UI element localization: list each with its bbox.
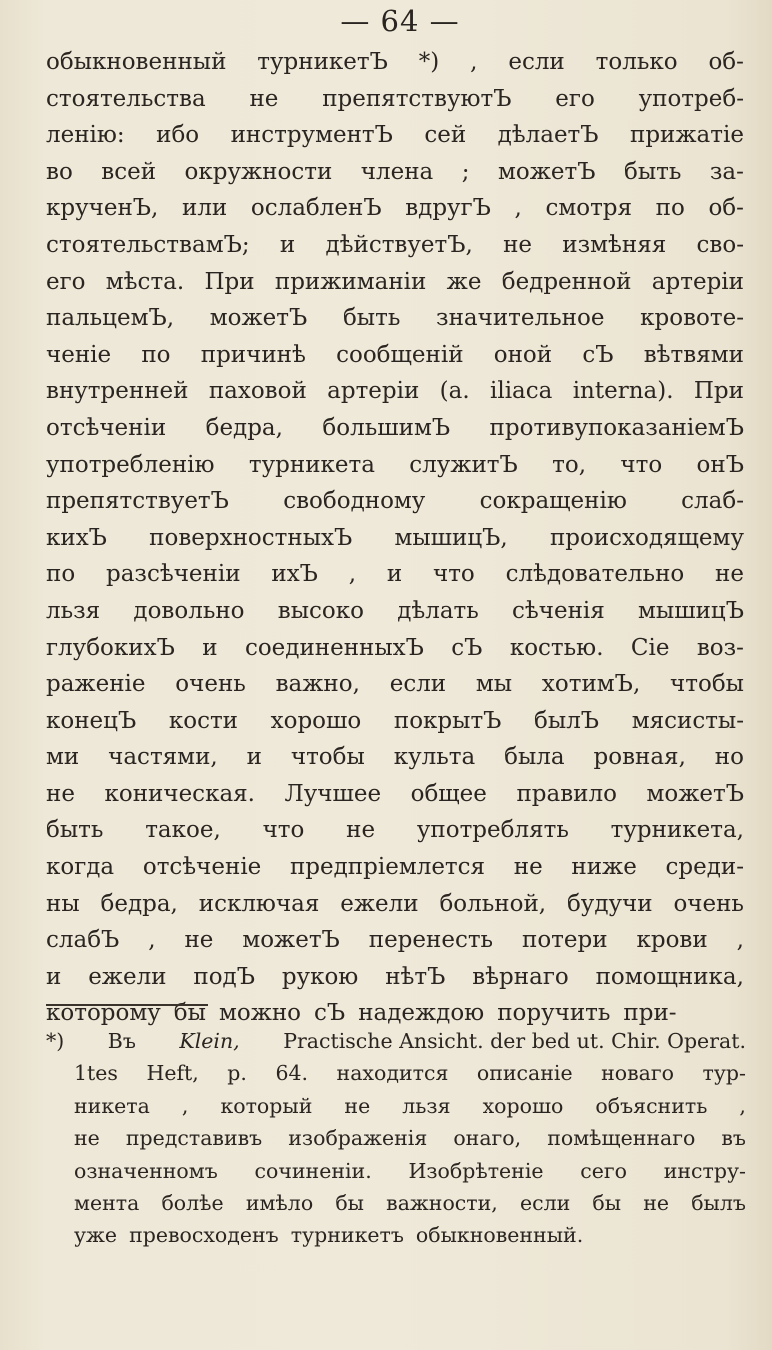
word: новаго bbox=[601, 1061, 674, 1086]
word: артеріи bbox=[327, 378, 420, 405]
word: бедренной bbox=[501, 268, 632, 295]
word: бы bbox=[335, 1190, 364, 1215]
word: сѣченія bbox=[512, 597, 605, 624]
word: бы bbox=[173, 1000, 206, 1027]
word: При bbox=[693, 378, 744, 405]
word: костью. bbox=[509, 634, 604, 661]
word: и bbox=[46, 963, 62, 990]
word: инструментЪ bbox=[230, 122, 393, 149]
word: мента bbox=[74, 1190, 140, 1215]
word: раженіе bbox=[46, 671, 146, 698]
text-line bbox=[46, 849, 744, 886]
text-line bbox=[46, 447, 744, 484]
word: былЪ bbox=[534, 707, 600, 734]
word: кости bbox=[168, 707, 239, 734]
word: Изобрѣтеніе bbox=[408, 1158, 544, 1183]
word: паховой bbox=[208, 378, 307, 405]
word: служитЪ bbox=[409, 451, 518, 478]
word: , bbox=[470, 49, 478, 75]
word: его bbox=[46, 268, 86, 295]
word: которому bbox=[46, 1000, 161, 1027]
word: его bbox=[555, 85, 595, 112]
word: тур- bbox=[702, 1061, 746, 1086]
text-line bbox=[46, 410, 744, 447]
word: была bbox=[504, 744, 565, 771]
text-line bbox=[46, 776, 744, 813]
word: interna). bbox=[572, 378, 674, 405]
word: прижатіе bbox=[629, 122, 744, 149]
word: , bbox=[348, 561, 357, 588]
word: , bbox=[514, 195, 522, 222]
text-line bbox=[46, 117, 744, 154]
word: въ bbox=[721, 1126, 746, 1151]
footnote-prefix: Въ bbox=[107, 1029, 136, 1053]
word: препятствуетЪ bbox=[46, 488, 229, 515]
footnote-author: Klein, bbox=[179, 1029, 240, 1053]
text-line bbox=[46, 520, 744, 557]
word: вдругЪ bbox=[405, 195, 491, 222]
word: больной, bbox=[439, 890, 547, 917]
word: потери bbox=[521, 927, 608, 954]
word: поручить bbox=[497, 1000, 611, 1027]
word: глубокихЪ bbox=[46, 634, 175, 661]
word: мясисты- bbox=[631, 707, 744, 734]
word: мѣста. bbox=[105, 268, 185, 295]
word: общее bbox=[410, 780, 487, 807]
word: нѣтЪ bbox=[385, 963, 446, 990]
word: поверхностныхЪ bbox=[149, 524, 353, 551]
word: всей bbox=[101, 158, 157, 185]
word: можетЪ bbox=[646, 780, 744, 807]
word: свободному bbox=[283, 488, 426, 515]
word: члена bbox=[360, 158, 434, 185]
word: изображенія bbox=[288, 1126, 428, 1151]
word: можно bbox=[218, 1000, 302, 1027]
word: очень bbox=[673, 890, 744, 917]
word: вѣрнаго bbox=[472, 963, 569, 990]
word: разсѣченіи bbox=[105, 561, 241, 588]
word: сей bbox=[424, 122, 467, 149]
footnote-line bbox=[46, 1187, 746, 1219]
text-line bbox=[46, 190, 744, 227]
word: но bbox=[714, 744, 744, 771]
word: не bbox=[503, 231, 533, 258]
footnote-line bbox=[46, 1025, 746, 1057]
word: кровотe- bbox=[640, 305, 744, 332]
word: означенномъ bbox=[74, 1158, 218, 1183]
text-line bbox=[46, 44, 744, 81]
word: кихЪ bbox=[46, 524, 107, 551]
page-number: — 64 — bbox=[340, 4, 460, 38]
word: сЪ bbox=[451, 634, 483, 661]
word: 64. bbox=[275, 1061, 309, 1086]
word: мышицЪ, bbox=[394, 524, 508, 551]
word: ны bbox=[46, 890, 80, 917]
footnote-line bbox=[46, 1122, 746, 1154]
word: не bbox=[344, 1093, 371, 1118]
word: окружности bbox=[184, 158, 333, 185]
word: же bbox=[446, 268, 482, 295]
word: очень bbox=[175, 671, 246, 698]
word: во bbox=[46, 158, 73, 185]
main-text bbox=[46, 44, 744, 1032]
word: имѣло bbox=[245, 1190, 314, 1215]
word: льзя bbox=[402, 1093, 451, 1118]
word: сокращенію bbox=[479, 488, 627, 515]
word: измѣняя bbox=[562, 231, 667, 258]
word: обыкновенный. bbox=[415, 1223, 584, 1248]
word: важности, bbox=[386, 1190, 498, 1215]
word: употреблять bbox=[416, 817, 569, 844]
word: большимЪ bbox=[322, 414, 451, 441]
word: конецЪ bbox=[46, 707, 137, 734]
word: сообщеній bbox=[336, 341, 464, 368]
word: за- bbox=[709, 158, 744, 185]
word: об- bbox=[708, 49, 744, 75]
word: по bbox=[141, 341, 171, 368]
word: При bbox=[204, 268, 255, 295]
word: коническая. bbox=[104, 780, 255, 807]
text-line bbox=[46, 483, 744, 520]
word: *) bbox=[418, 49, 440, 75]
word: сЪ bbox=[582, 341, 614, 368]
text-line bbox=[46, 373, 744, 410]
word: ми bbox=[46, 744, 80, 771]
word: p. bbox=[227, 1061, 247, 1086]
word: стоятельства bbox=[46, 85, 206, 112]
word: 1tes bbox=[74, 1061, 118, 1086]
word: важно, bbox=[275, 671, 360, 698]
text-line bbox=[46, 922, 744, 959]
word: противупоказаніемЪ bbox=[489, 414, 744, 441]
word: ровная, bbox=[593, 744, 686, 771]
word: правило bbox=[516, 780, 617, 807]
word: смотря bbox=[545, 195, 633, 222]
footnote-line bbox=[46, 1057, 746, 1089]
word: то, bbox=[552, 451, 587, 478]
text-line bbox=[46, 886, 744, 923]
word: когда bbox=[46, 854, 115, 881]
word: сочиненіи. bbox=[254, 1158, 372, 1183]
word: ослабленЪ bbox=[250, 195, 382, 222]
word: сЪ bbox=[314, 1000, 346, 1027]
word: уже bbox=[74, 1223, 118, 1248]
word: причинѣ bbox=[200, 341, 306, 368]
word: и bbox=[246, 744, 262, 771]
word: находится bbox=[336, 1061, 449, 1086]
word: перенесть bbox=[368, 927, 494, 954]
word: онаго, bbox=[453, 1126, 522, 1151]
word: , bbox=[736, 927, 744, 954]
word: ленію: bbox=[46, 122, 125, 149]
word: обыкновенный bbox=[46, 49, 227, 75]
word: , bbox=[739, 1093, 746, 1118]
text-line bbox=[46, 556, 744, 593]
word: Heft, bbox=[146, 1061, 199, 1086]
word: хорошо bbox=[270, 707, 362, 734]
footnote bbox=[46, 1025, 746, 1252]
text-line bbox=[46, 630, 744, 667]
word: такое, bbox=[145, 817, 221, 844]
word: употребленію bbox=[46, 451, 215, 478]
word: быть bbox=[342, 305, 401, 332]
word: ежели bbox=[340, 890, 419, 917]
word: iliaca bbox=[489, 378, 553, 405]
word: не bbox=[643, 1190, 670, 1215]
word: не bbox=[46, 780, 75, 807]
word: воз- bbox=[696, 634, 744, 661]
word: и bbox=[386, 561, 403, 588]
word: по bbox=[655, 195, 685, 222]
word: болѣе bbox=[161, 1190, 224, 1215]
word: помощника, bbox=[595, 963, 744, 990]
word: быть bbox=[46, 817, 104, 844]
word: покрытЪ bbox=[393, 707, 502, 734]
text-line bbox=[46, 739, 744, 776]
word: что bbox=[620, 451, 663, 478]
text-line bbox=[46, 703, 744, 740]
word: не bbox=[74, 1126, 100, 1151]
word: былъ bbox=[691, 1190, 746, 1215]
word: льзя bbox=[46, 597, 101, 624]
word: чтобы bbox=[670, 671, 744, 698]
word: инстру- bbox=[663, 1158, 746, 1183]
word: если bbox=[508, 49, 565, 75]
text-line bbox=[46, 264, 744, 301]
word: дѣлать bbox=[397, 597, 479, 624]
word: рукою bbox=[281, 963, 359, 990]
word: и bbox=[279, 231, 296, 258]
word: частями, bbox=[108, 744, 218, 771]
word: надеждою bbox=[358, 1000, 485, 1027]
word: стоятельствамЪ; bbox=[46, 231, 250, 258]
text-line bbox=[46, 959, 744, 996]
word: можетЪ bbox=[497, 158, 596, 185]
word: турникета, bbox=[610, 817, 744, 844]
word: употреб- bbox=[638, 85, 744, 112]
word: представивъ bbox=[125, 1126, 263, 1151]
word: который bbox=[220, 1093, 313, 1118]
word: ченіе bbox=[46, 341, 112, 368]
footnote-source: Practische Ansicht. der bed ut. Chir. Operat. bbox=[283, 1029, 746, 1053]
word: исключая bbox=[198, 890, 320, 917]
word: высоко bbox=[277, 597, 364, 624]
footnote-marker: *) bbox=[46, 1029, 65, 1053]
word: при- bbox=[623, 1000, 677, 1027]
word: подЪ bbox=[193, 963, 255, 990]
word: описаніе bbox=[476, 1061, 573, 1086]
text-line bbox=[46, 666, 744, 703]
word: происходящему bbox=[549, 524, 744, 551]
word: превосходенъ bbox=[129, 1223, 279, 1248]
text-line bbox=[46, 300, 744, 337]
word: будучи bbox=[566, 890, 653, 917]
word: пальцемЪ, bbox=[46, 305, 175, 332]
text-line bbox=[46, 81, 744, 118]
word: вѣтвями bbox=[643, 341, 744, 368]
word: можетЪ bbox=[209, 305, 308, 332]
word: не bbox=[513, 854, 543, 881]
word: препятствуютЪ bbox=[322, 85, 512, 112]
word: Лучшее bbox=[284, 780, 382, 807]
word: если bbox=[389, 671, 447, 698]
word: об- bbox=[708, 195, 744, 222]
word: или bbox=[181, 195, 228, 222]
text-line bbox=[46, 593, 744, 630]
text-line bbox=[46, 337, 744, 374]
text-line bbox=[46, 154, 744, 191]
word: ихЪ bbox=[271, 561, 318, 588]
word: Сіе bbox=[630, 634, 670, 661]
word: культа bbox=[393, 744, 476, 771]
word: хотимЪ, bbox=[541, 671, 641, 698]
word: только bbox=[595, 49, 678, 75]
word: мышицЪ bbox=[638, 597, 744, 624]
word: (a. bbox=[439, 378, 470, 405]
word: дѣлаетЪ bbox=[497, 122, 599, 149]
word: ; bbox=[461, 158, 470, 185]
word: и bbox=[202, 634, 218, 661]
word: турникетъ bbox=[290, 1223, 404, 1248]
word: крученЪ, bbox=[46, 195, 159, 222]
word: не bbox=[249, 85, 279, 112]
word: по bbox=[46, 561, 76, 588]
word: не bbox=[184, 927, 214, 954]
word: бы bbox=[592, 1190, 622, 1215]
word: прижиманіи bbox=[274, 268, 427, 295]
word: что bbox=[432, 561, 475, 588]
word: дѣйствуетЪ, bbox=[325, 231, 473, 258]
word: сво- bbox=[696, 231, 744, 258]
word: слѣдовательно bbox=[505, 561, 685, 588]
text-line bbox=[46, 227, 744, 264]
word: бедра, bbox=[205, 414, 283, 441]
word: внутренней bbox=[46, 378, 189, 405]
word: что bbox=[262, 817, 305, 844]
word: бедра, bbox=[100, 890, 178, 917]
word: никета bbox=[74, 1093, 150, 1118]
word: , bbox=[181, 1093, 189, 1118]
footnote-line bbox=[46, 1219, 746, 1251]
footnote-line bbox=[46, 1155, 746, 1187]
word: не bbox=[346, 817, 376, 844]
word: отсѣченіе bbox=[142, 854, 262, 881]
word: быть bbox=[623, 158, 682, 185]
word: турникета bbox=[248, 451, 375, 478]
word: не bbox=[715, 561, 744, 588]
word: чтобы bbox=[290, 744, 365, 771]
word: оной bbox=[493, 341, 553, 368]
word: онЪ bbox=[696, 451, 744, 478]
word: если bbox=[519, 1190, 571, 1215]
word: ниже bbox=[571, 854, 637, 881]
text-line bbox=[46, 812, 744, 849]
word: отсѣченіи bbox=[46, 414, 167, 441]
word: ежели bbox=[88, 963, 167, 990]
word: , bbox=[148, 927, 156, 954]
word: слаб- bbox=[681, 488, 744, 515]
word: ибо bbox=[156, 122, 200, 149]
word: мы bbox=[475, 671, 513, 698]
word: слабЪ bbox=[46, 927, 120, 954]
word: объяснить bbox=[595, 1093, 708, 1118]
word: артеріи bbox=[651, 268, 744, 295]
footnote-line bbox=[46, 1090, 746, 1122]
word: помѣщеннаго bbox=[547, 1126, 696, 1151]
word: крови bbox=[636, 927, 708, 954]
word: сего bbox=[580, 1158, 627, 1183]
word: среди- bbox=[665, 854, 744, 881]
word: можетЪ bbox=[242, 927, 340, 954]
word: предпріемлется bbox=[289, 854, 486, 881]
footnote-rule bbox=[46, 1004, 208, 1006]
word: значительное bbox=[436, 305, 605, 332]
word: турникетЪ bbox=[257, 49, 388, 75]
word: довольно bbox=[133, 597, 245, 624]
word: соединенныхЪ bbox=[244, 634, 424, 661]
word: хорошо bbox=[482, 1093, 564, 1118]
